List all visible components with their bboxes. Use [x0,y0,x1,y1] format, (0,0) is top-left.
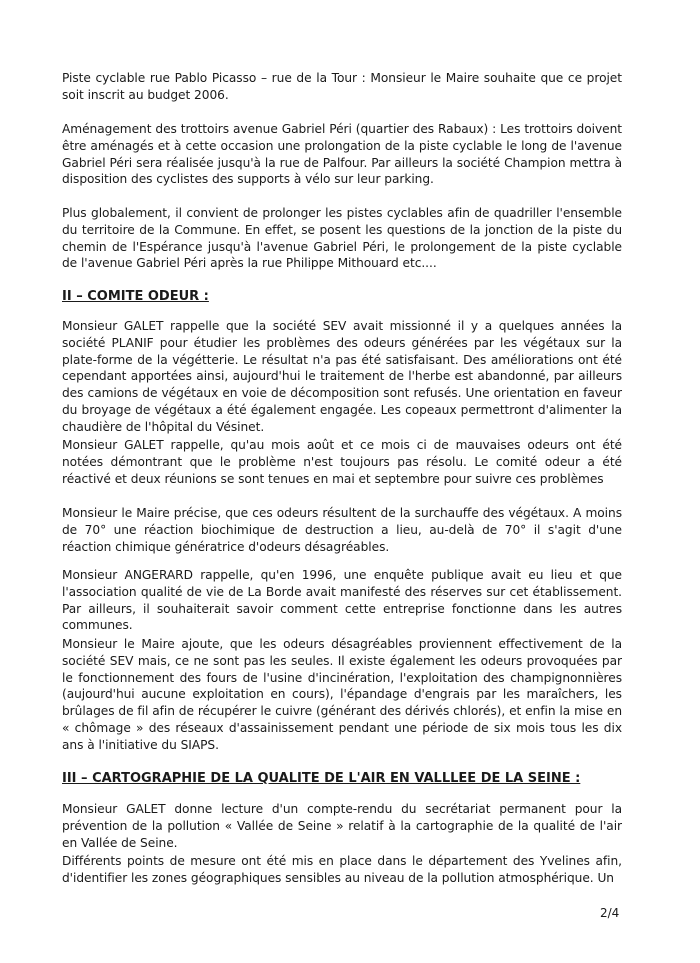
paragraph-galet-odeurs: Monsieur GALET rappelle, qu'au mois août et ce mois ci de mauvaises odeurs ont été notées démontrant que le problème n'est toujours pas résolu. Le comité odeur a été réactivé et deux réunions se sont tenues en mai et septembre pour suivre ces problèmes [62,438,622,486]
paragraph-maire-vegetaux: Monsieur le Maire précise, que ces odeurs résultent de la surchauffe des végétaux. A moins de 70° une réaction biochimique de destruction a lieu, au-delà de 70° il s'agit d'une réaction chimique génératrice d'odeurs désagréables. [62,506,622,554]
section-heading-comite-odeur: II – COMITE ODEUR : [62,289,209,304]
paragraph-angerard: Monsieur ANGERARD rappelle, qu'en 1996, une enquête publique avait eu lieu et que l'association qualité de vie de La Borde avait manifesté des réserves sur cet établissement. Par ailleurs, il souhaiterait savoir comment cette entreprise fonctionne dans les autres communes. [62,568,622,633]
paragraph-galet-compte-rendu: Monsieur GALET donne lecture d'un compte-rendu du secrétariat permanent pour la prévention de la pollution « Vallée de Seine » relatif à la cartographie de la qualité de l'air en Vallée de Seine. [62,802,622,850]
paragraph-piste-picasso: Piste cyclable rue Pablo Picasso – rue de la Tour : Monsieur le Maire souhaite que ce projet soit inscrit au budget 2006. [62,71,622,102]
page-number: 2/4 [600,906,620,920]
paragraph-pistes-globalement: Plus globalement, il convient de prolonger les pistes cyclables afin de quadriller l'ensemble du territoire de la Commune. En effet, se posent les questions de la jonction de la piste du chemin de l'Espérance jusqu'à l'avenue Gabriel Péri, le prolongement de la piste cyclable de l'avenue Gabriel Péri après la rue Philippe Mithouard etc.... [62,206,622,271]
paragraph-galet-sev: Monsieur GALET rappelle que la société SEV avait missionné il y a quelques années la société PLANIF pour étudier les problèmes des odeurs générées par les végétaux sur la plate-forme de la végétterie. Le résultat n'a pas été satisfaisant. Des améliorations ont été cependant apportées ainsi, aujourd'hui le traitement de l'herbe est abandonné, par ailleurs des camions de végétaux en voie de décomposition sont refusés. Une orientation en faveur du broyage de végétaux a été également engagée. Les copeaux permettront d'alimenter la chaudière de l'hôpital du Vésinet. [62,319,622,434]
paragraph-points-mesure: Différents points de mesure ont été mis en place dans le département des Yvelines afin, d'identifier les zones géographiques sensibles au niveau de la pollution atmosphérique. Un [62,854,622,885]
paragraph-maire-odeurs: Monsieur le Maire ajoute, que les odeurs désagréables proviennent effectivement de la société SEV mais, ce ne sont pas les seules. Il existe également les odeurs provoquées par le fonctionnement des fours de l'usine d'incinération, l'exploitation des champignonnières (aujourd'hui aucune exploitation en cours), l'épandage d'engrais par les maraîchers, les brûlages de fil afin de récupérer le cuivre (générant des dérivés chlorés), et enfin la mise en « chômage » des réseaux d'assainissement pendant une période de six mois tous les dix ans à l'initiative du SIAPS. [62,637,622,752]
paragraph-trottoirs-peri: Aménagement des trottoirs avenue Gabriel Péri (quartier des Rabaux) : Les trottoirs doivent être aménagés et à cette occasion une prolongation de la piste cyclable le long de l'avenue Gabriel Péri sera réalisée jusqu'à la rue de Palfour. Par ailleurs la société Champion mettra à disposition des cyclistes des supports à vélo sur leur parking. [62,122,622,187]
section-heading-cartographie: III – CARTOGRAPHIE DE LA QUALITE DE L'AIR EN VALLLEE DE LA SEINE : [62,771,581,786]
